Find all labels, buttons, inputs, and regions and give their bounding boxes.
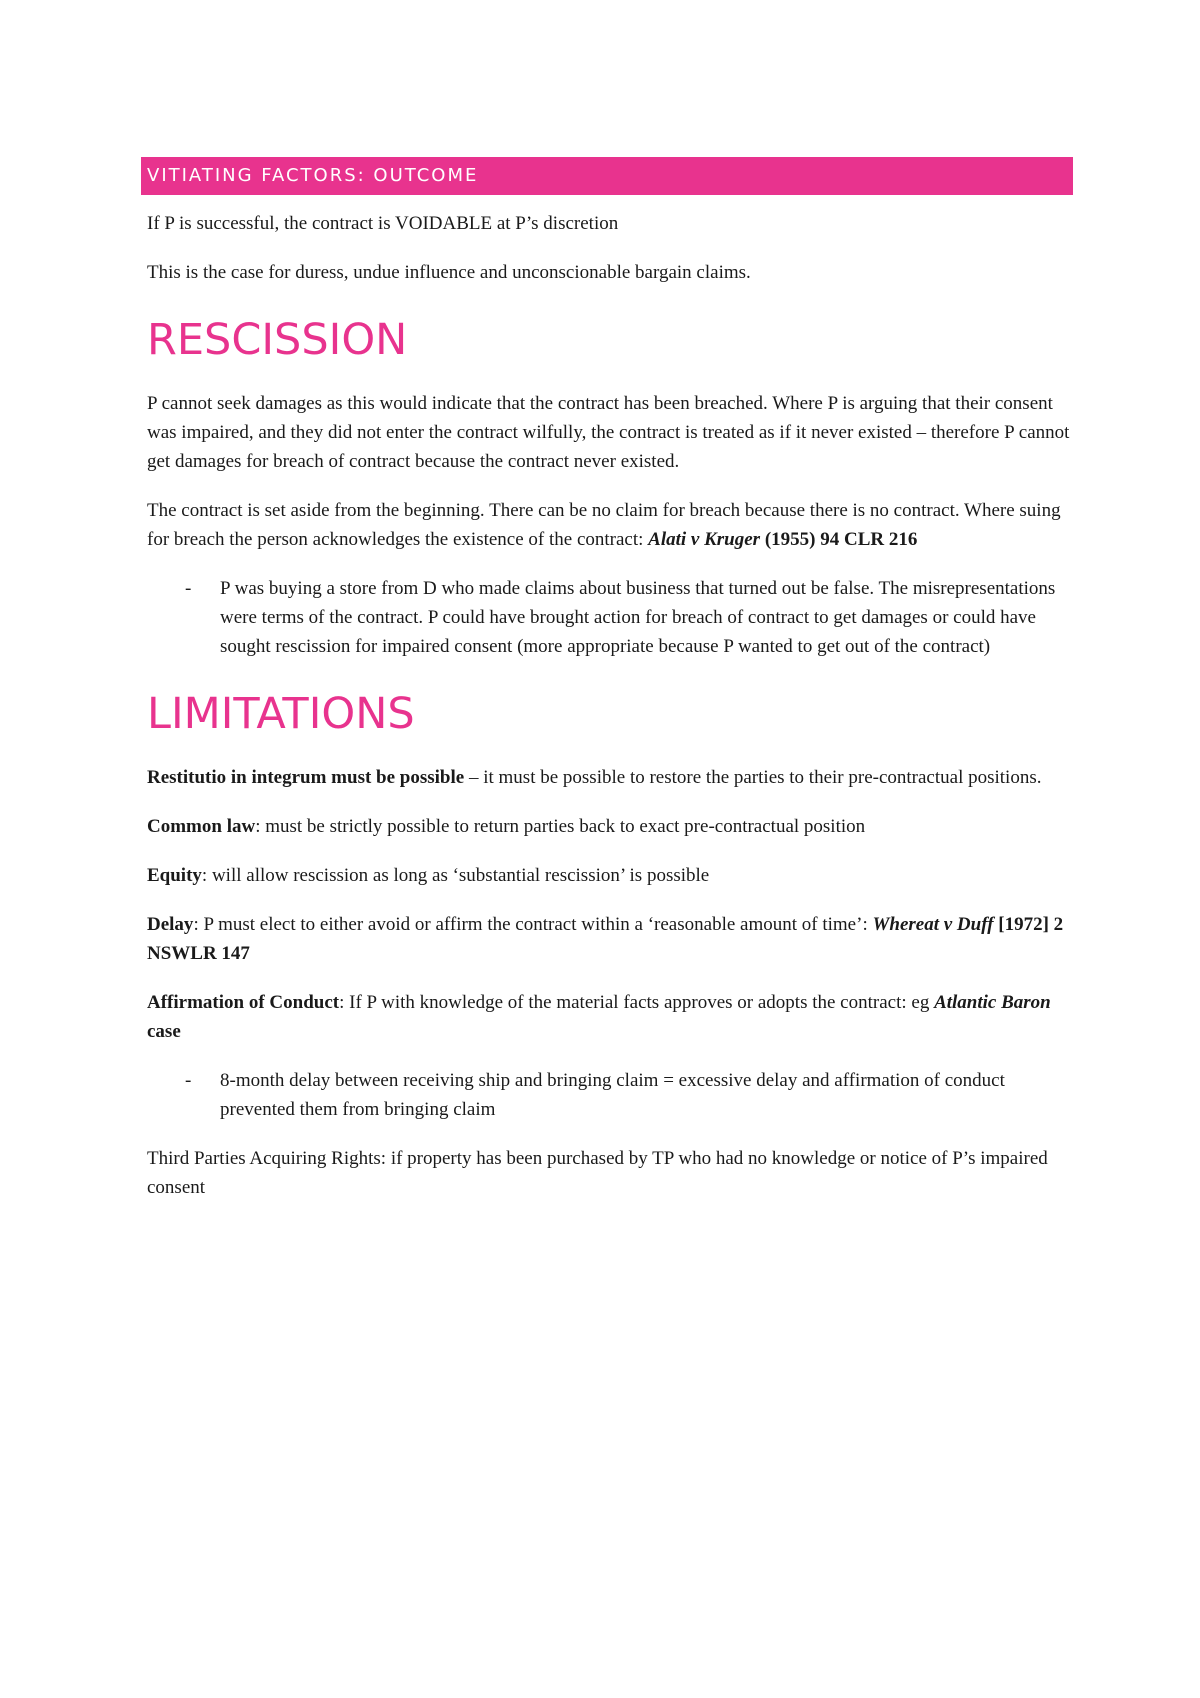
limitations-heading: LIMITATIONS [147, 689, 415, 739]
common-law-text: : must be strictly possible to return parties back to exact pre-contractual position [255, 816, 866, 837]
third-parties-paragraph: Third Parties Acquiring Rights: if property has been purchased by TP who had no knowledge or notice of P’s impaired consent [147, 1148, 1048, 1198]
restitutio-text: – it must be possible to restore the parties to their pre-contractual positions. [464, 767, 1042, 788]
equity-text: : will allow rescission as long as ‘substantial rescission’ is possible [201, 865, 710, 886]
affirmation-bullet-text: 8-month delay between receiving ship and bringing claim = excessive delay and affirmation of conduct prevented them from bringing claim [220, 1070, 1005, 1120]
delay-paragraph [147, 910, 1073, 968]
delay-label: Delay [147, 914, 194, 935]
affirmation-label: Affirmation of Conduct [147, 992, 340, 1013]
rescission-bullet [147, 574, 1073, 661]
restitutio-paragraph [147, 763, 1073, 792]
delay-text: : P must elect to either avoid or affirm the contract within a ‘reasonable amount of time’: [193, 914, 873, 935]
affirmation-text: : If P with knowledge of the material facts approves or adopts the contract: eg [339, 992, 935, 1013]
rescission-paragraph-2 [147, 496, 1073, 554]
rescission-bullet-text: P was buying a store from D who made claims about business that turned out be false. The misrepresentations were terms of the contract. P could have brought action for breach of contract to get damages or could have sought rescission for impaired consent (more appropriate because P wanted to get out of the contract) [220, 578, 1056, 657]
case-citation-alati: (1955) 94 CLR 216 [760, 529, 918, 550]
affirmation-bullet [147, 1066, 1073, 1124]
common-law-label: Common law [147, 816, 256, 837]
case-name-whereat: Whereat v Duff [872, 914, 994, 935]
equity-paragraph [147, 861, 1073, 890]
intro-paragraph-2: This is the case for duress, undue influence and unconscionable bargain claims. [147, 262, 751, 283]
document-body [147, 157, 1073, 1222]
restitutio-label: Restitutio in integrum must be possible [147, 767, 465, 788]
case-name-atlantic-baron: Atlantic Baron [934, 992, 1051, 1013]
equity-label: Equity [147, 865, 202, 886]
affirmation-paragraph [147, 988, 1073, 1046]
dash-marker: - [185, 578, 192, 599]
case-name-alati: Alati v Kruger [648, 529, 761, 550]
intro-paragraph-1: If P is successful, the contract is VOIDABLE at P’s discretion [147, 213, 619, 234]
section-banner: VITIATING FACTORS: OUTCOME [141, 157, 1073, 195]
rescission-heading: RESCISSION [147, 315, 408, 365]
rescission-p2-text: The contract is set aside from the beginning. There can be no claim for breach because there is no contract. Where suing for breach the person acknowledges the existence of the contract: [147, 500, 1061, 550]
case-citation-whereat: [1972] 2 NSWLR 147 [147, 914, 1064, 964]
common-law-paragraph [147, 812, 1073, 841]
case-suffix: case [147, 1021, 181, 1042]
dash-marker: - [185, 1070, 192, 1091]
rescission-paragraph-1: P cannot seek damages as this would indicate that the contract has been breached. Where P is arguing that their consent was impaired, and they did not enter the contract wilfully, the contract is treated as if it never existed – therefore P cannot get damages for breach of contract because the contract never existed. [147, 393, 1070, 472]
